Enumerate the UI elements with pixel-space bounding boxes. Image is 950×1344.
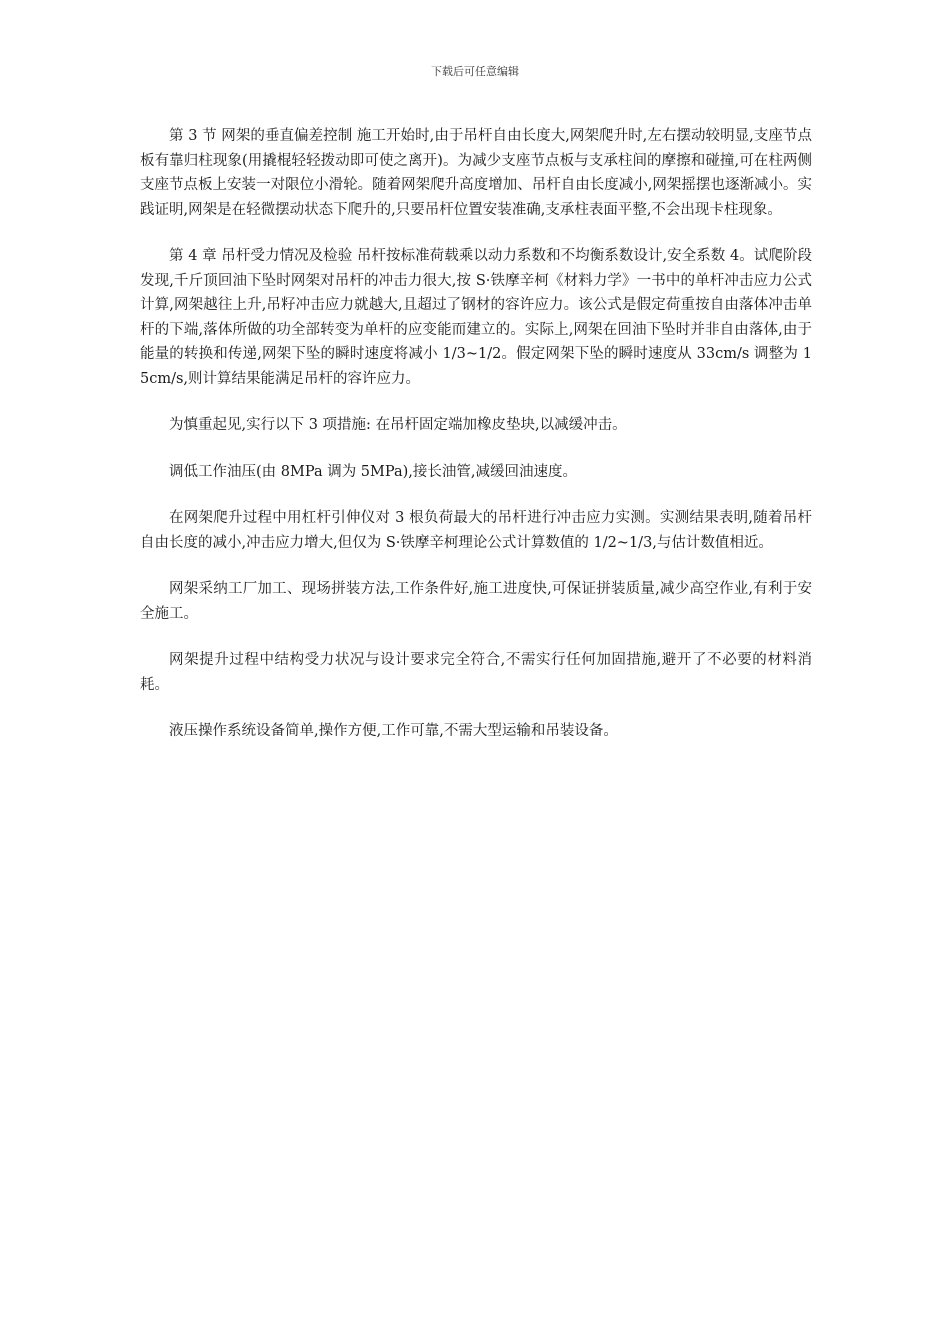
paragraph-chapter-4: 第 4 章 吊杆受力情况及检验 吊杆按标准荷载乘以动力系数和不均衡系数设计,安全系数 4。试爬阶段发现,千斤顶回油下坠时网架对吊杆的冲击力很大,按 S·铁摩辛柯《材料力学》一书中的单杆冲击应力公式计算,网架越往上升,吊籽冲击应力就越大,且超过了钢材的容许应力。该公式是假定荷重按自由落体冲击单杆的下端,落体所做的功全部转变为单杆的应变能而建立的。实际上,网架在回油下坠时并非自由落体,由于能量的转换和传递,网架下坠的瞬时速度将减小 1/3~1/2。假定网架下坠的瞬时速度从 33cm/s 调整为 15cm/s,则计算结果能满足吊杆的容许应力。 xyxy=(140,248,812,387)
paragraph-hydraulic-system: 液压操作系统设备简单,操作方便,工作可靠,不需大型运输和吊装设备。 xyxy=(169,723,618,739)
paragraph-factory-assembly: 网架采纳工厂加工、现场拼装方法,工作条件好,施工进度快,可保证拼装质量,减少高空作业,有利于安全施工。 xyxy=(140,581,812,622)
paragraph-oil-pressure: 调低工作油压(由 8MPa 调为 5MPa),接长油管,减缓回油速度。 xyxy=(169,463,578,480)
document-body xyxy=(140,124,812,766)
paragraph-structure-force: 网架提升过程中结构受力状况与设计要求完全符合,不需实行任何加固措施,避开了不必要的材料消耗。 xyxy=(140,652,812,693)
page-header: 下载后可任意编辑 xyxy=(431,65,519,78)
paragraph-section-3: 第 3 节 网架的垂直偏差控制 施工开始时,由于吊杆自由长度大,网架爬升时,左右摆动较明显,支座节点板有靠归柱现象(用撬棍轻轻拨动即可使之离开)。为减少支座节点板与支承柱间的摩擦和碰撞,可在柱两侧支座节点板上安装一对限位小滑轮。随着网架爬升高度增加、吊杆自由长度减小,网架摇摆也逐渐减小。实践证明,网架是在轻微摆动状态下爬升的,只要吊杆位置安装准确,支承柱表面平整,不会出现卡柱现象。 xyxy=(140,128,812,218)
paragraph-measures-intro: 为慎重起见,实行以下 3 项措施: 在吊杆固定端加橡皮垫块,以减缓冲击。 xyxy=(169,417,627,433)
paragraph-stress-measurement: 在网架爬升过程中用杠杆引伸仪对 3 根负荷最大的吊杆进行冲击应力实测。实测结果表明,随着吊杆自由长度的减小,冲击应力增大,但仅为 S·铁摩辛柯理论公式计算数值的 1/2~1/3,与估计数值相近。 xyxy=(140,510,812,551)
